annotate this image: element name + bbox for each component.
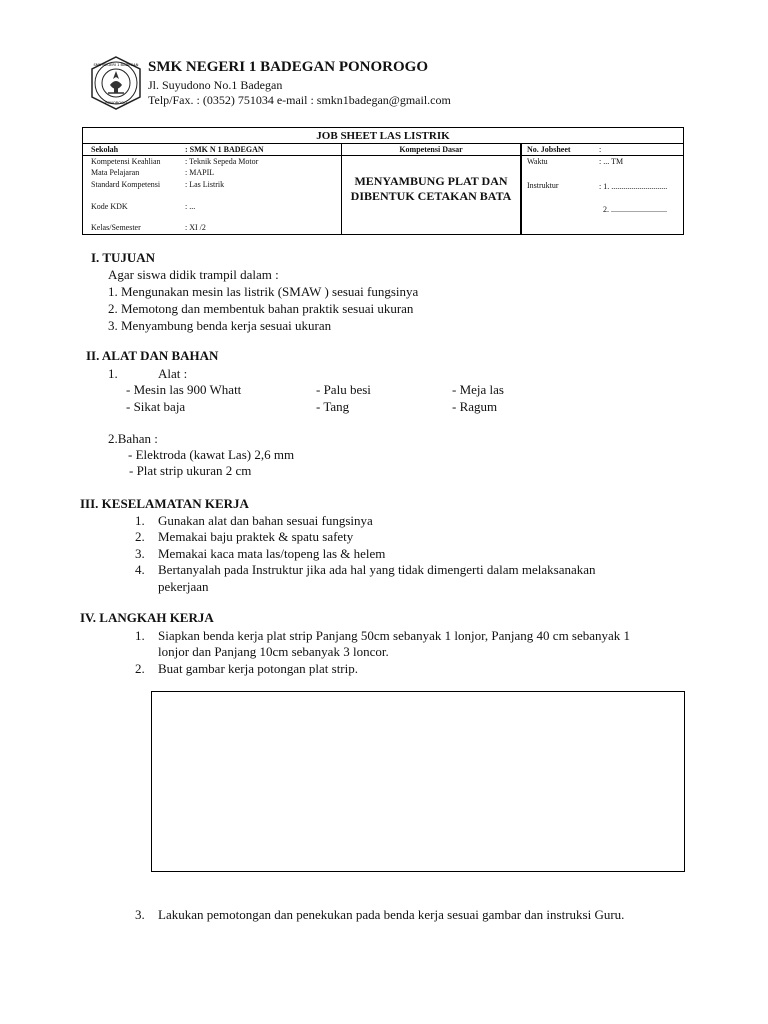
langkah-item-continued: lonjor dan Panjang 10cm sebanyak 3 loncor. bbox=[158, 644, 389, 659]
alat-item: - Mesin las 900 Whatt bbox=[126, 382, 242, 397]
alat-number: 1. bbox=[108, 366, 118, 381]
alat-item: - Tang bbox=[316, 399, 350, 414]
logo-text-top: SMK NEGERI 1 BADEGAN bbox=[93, 63, 139, 67]
bahan-item: - Plat strip ukuran 2 cm bbox=[129, 463, 252, 478]
kompetensi-dasar-label: Kompetensi Dasar bbox=[399, 145, 463, 154]
school-logo bbox=[88, 55, 144, 111]
label-kode-kdk: Kode KDK bbox=[91, 202, 128, 211]
value-instruktur-2: 2. ............................ bbox=[603, 205, 667, 214]
job-sheet-info-table bbox=[82, 127, 684, 235]
label-sekolah: Sekolah bbox=[91, 145, 119, 154]
alat-item: - Ragum bbox=[452, 399, 498, 414]
label-kelas-semester: Kelas/Semester bbox=[91, 223, 141, 232]
tujuan-item: 1. Mengunakan mesin las listrik (SMAW ) sesuai fungsinya bbox=[108, 284, 419, 299]
value-sekolah: : SMK N 1 BADEGAN bbox=[185, 145, 264, 154]
langkah-number: 1. bbox=[135, 628, 145, 643]
value-waktu: : ... TM bbox=[599, 157, 624, 166]
alat-item: - Meja las bbox=[452, 382, 504, 397]
langkah-number: 2. bbox=[135, 661, 145, 676]
tujuan-item: 3. Menyambung benda kerja sesuai ukuran bbox=[108, 318, 332, 333]
keselamatan-item: Memakai baju praktek & spatu safety bbox=[158, 529, 354, 544]
section-langkah-heading: IV. LANGKAH KERJA bbox=[80, 610, 214, 625]
school-address: Jl. Suyudono No.1 Badegan bbox=[148, 78, 283, 92]
keselamatan-number: 3. bbox=[135, 546, 145, 561]
bahan-item: - Elektroda (kawat Las) 2,6 mm bbox=[128, 447, 295, 462]
value-mata-pelajaran: : MAPIL bbox=[185, 168, 215, 177]
keselamatan-item-continued: pekerjaan bbox=[158, 579, 209, 594]
tujuan-intro: Agar siswa didik trampil dalam : bbox=[108, 267, 279, 282]
value-no-jobsheet: : bbox=[599, 145, 602, 154]
keselamatan-number: 4. bbox=[135, 562, 145, 577]
alat-item: - Palu besi bbox=[316, 382, 371, 397]
section-alat-bahan-heading: II. ALAT DAN BAHAN bbox=[86, 348, 219, 363]
keselamatan-item: Gunakan alat dan bahan sesuai fungsinya bbox=[158, 513, 373, 528]
school-contact: Telp/Fax. : (0352) 751034 e-mail : smkn1badegan@gmail.com bbox=[148, 93, 451, 107]
label-waktu: Waktu bbox=[527, 157, 548, 166]
label-no-jobsheet: No. Jobsheet bbox=[527, 145, 571, 154]
label-mata-pelajaran: Mata Pelajaran bbox=[91, 168, 140, 177]
alat-label: Alat : bbox=[158, 366, 188, 381]
kompetensi-dasar-value: MENYAMBUNG PLAT DAN DIBENTUK CETAKAN BATA bbox=[350, 174, 512, 203]
value-kode-kdk: : ... bbox=[185, 202, 196, 211]
drawing-box bbox=[151, 691, 685, 872]
value-kompetensi-keahlian: : Teknik Sepeda Motor bbox=[185, 157, 259, 166]
bahan-label: 2.Bahan : bbox=[108, 431, 158, 446]
langkah-number: 3. bbox=[135, 907, 145, 922]
section-keselamatan-heading: III. KESELAMATAN KERJA bbox=[80, 496, 249, 511]
keselamatan-item: Memakai kaca mata las/topeng las & helem bbox=[158, 546, 386, 561]
value-standard-kompetensi: : Las Listrik bbox=[185, 180, 225, 189]
section-tujuan-heading: I. TUJUAN bbox=[91, 250, 156, 265]
keselamatan-number: 2. bbox=[135, 529, 145, 544]
label-instruktur: Instruktur bbox=[527, 181, 559, 190]
alat-item: - Sikat baja bbox=[126, 399, 186, 414]
value-kelas-semester: : XI /2 bbox=[185, 223, 206, 232]
keselamatan-item: Bertanyalah pada Instruktur jika ada hal yang tidak dimengerti dalam melaksanakan bbox=[158, 562, 596, 577]
value-instruktur-1: : 1. ............................ bbox=[599, 182, 668, 191]
label-kompetensi-keahlian: Kompetensi Keahlian bbox=[91, 157, 161, 166]
label-standard-kompetensi: Standard Kompetensi bbox=[91, 180, 161, 189]
langkah-item: Lakukan pemotongan dan penekukan pada benda kerja sesuai gambar dan instruksi Guru. bbox=[158, 907, 625, 922]
logo-text-bottom: PONOROGO bbox=[105, 101, 127, 105]
tujuan-item: 2. Memotong dan membentuk bahan praktik sesuai ukuran bbox=[108, 301, 414, 316]
langkah-item: Siapkan benda kerja plat strip Panjang 50cm sebanyak 1 lonjor, Panjang 40 cm sebanyak 1 bbox=[158, 628, 631, 643]
langkah-item: Buat gambar kerja potongan plat strip. bbox=[158, 661, 359, 676]
school-name: SMK NEGERI 1 BADEGAN PONOROGO bbox=[148, 59, 429, 75]
job-sheet-title: JOB SHEET LAS LISTRIK bbox=[83, 128, 683, 144]
keselamatan-number: 1. bbox=[135, 513, 145, 528]
